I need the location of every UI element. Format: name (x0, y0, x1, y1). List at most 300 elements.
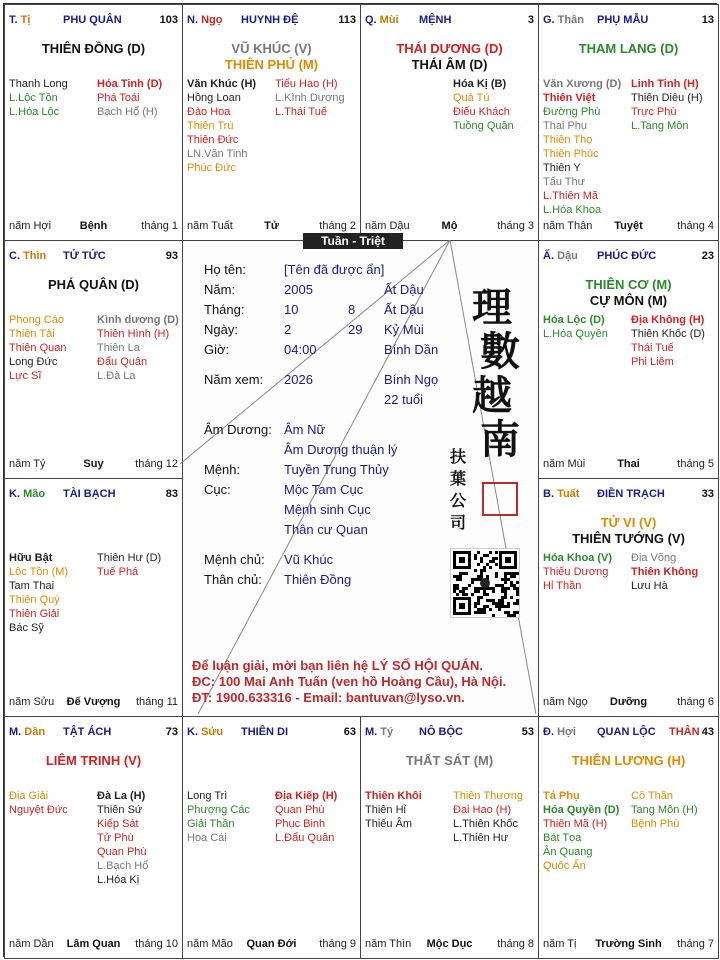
palace-branch (543, 250, 578, 262)
footer-month: tháng 4 (677, 220, 714, 232)
palace-branch (9, 726, 45, 738)
minor-stars-left (543, 313, 608, 341)
palace-number: 53 (521, 726, 534, 738)
minor-star: Phá Toái (97, 92, 140, 104)
minor-stars-right (97, 77, 162, 119)
main-star: THIÊN PHỦ (M) (224, 57, 319, 72)
palace-number: 13 (701, 14, 714, 26)
branch-name: Hợi (557, 726, 576, 738)
branch-name: Tuất (557, 488, 580, 500)
main-star: THIÊN LƯƠNG (H) (571, 753, 686, 768)
branch-name: Sửu (201, 726, 224, 738)
info-label: Giờ: (204, 342, 230, 357)
minor-stars-right (631, 313, 705, 369)
minor-star: Thiên Khôi (365, 790, 422, 802)
minor-stars-right (631, 551, 698, 593)
footer-year: năm Hợi (9, 220, 52, 232)
branch-prefix: N. (187, 14, 202, 26)
palace-name: MỆNH (419, 14, 452, 26)
minor-star: Đại Hao (H) (453, 804, 512, 816)
minor-star: Phúc Đức (187, 162, 236, 174)
minor-star: Thiên Hỉ (365, 804, 406, 816)
minor-star: Long Đức (9, 356, 58, 368)
footer-month: tháng 11 (135, 696, 178, 708)
minor-star: Quan Phù (97, 846, 147, 858)
minor-stars-right (631, 77, 703, 133)
palace-header (543, 250, 714, 264)
palace-footer (543, 938, 714, 952)
minor-star: Điếu Khách (453, 106, 510, 118)
minor-stars-right (97, 313, 179, 383)
footer-month: tháng 7 (677, 938, 714, 950)
footer-year: năm Tý (9, 458, 46, 470)
info-label: Mệnh: (204, 462, 241, 477)
palace-number: 103 (159, 14, 178, 26)
palace-branch (187, 14, 222, 26)
calligraphy-char: 越 (472, 372, 512, 419)
branch-name: Tý (380, 726, 394, 738)
info-value: Thân cư Quan (284, 522, 368, 537)
palace-name: TÀI BẠCH (63, 488, 116, 500)
minor-star: Lực Sĩ (9, 370, 42, 382)
palace-number: 73 (165, 726, 178, 738)
minor-stars-left (187, 789, 250, 845)
info-value: Mộc Tam Cục (284, 482, 364, 497)
branch-prefix: G. (543, 14, 558, 26)
minor-star: Hóa Khoa (V) (543, 552, 613, 564)
main-star: THIÊN CƠ (M) (585, 277, 672, 292)
info-value-canchi: Ất Dậu (384, 302, 424, 317)
palace-header (543, 488, 714, 502)
footer-month: tháng 2 (319, 220, 356, 232)
palace-footer (543, 458, 714, 472)
main-star: PHÁ QUÂN (D) (48, 277, 139, 292)
minor-stars-right (97, 551, 161, 579)
minor-star: Lưu Hà (631, 580, 668, 592)
palace-mui[interactable] (360, 4, 539, 241)
minor-star: Phượng Các (187, 804, 250, 816)
info-label: Họ tên: (204, 262, 246, 277)
palace-dan[interactable] (4, 716, 183, 959)
palace-footer (365, 938, 534, 952)
palace-footer (543, 220, 714, 234)
footer-month: tháng 5 (677, 458, 714, 470)
palace-than-marker: THÂN (669, 726, 700, 738)
palace-number: 83 (165, 488, 178, 500)
palace-name: PHU QUÂN (63, 14, 122, 26)
branch-prefix: T. (9, 14, 21, 26)
main-star: THAM LANG (D) (578, 41, 679, 56)
footer-month: tháng 12 (135, 458, 178, 470)
minor-star: Thái Tuế (631, 342, 674, 354)
minor-stars-left (9, 77, 68, 119)
minor-stars-left (9, 313, 66, 383)
minor-star: Thiên Đức (187, 134, 239, 146)
minor-stars-right (631, 789, 698, 831)
minor-star: Kình dương (D) (97, 314, 179, 326)
tuan-triet-banner: Tuần - Triệt (303, 233, 403, 249)
minor-star: L.Hóa Quyền (543, 328, 608, 340)
calligraphy-char: 理 (472, 284, 512, 331)
minor-star: Nguyệt Đức (9, 804, 68, 816)
palace-branch (543, 14, 584, 26)
palace-name: TỬ TỨC (63, 250, 106, 262)
branch-prefix: C. (9, 250, 24, 262)
palace-branch (9, 488, 45, 500)
palace-dau[interactable] (538, 240, 719, 479)
minor-star: LN.Văn Tinh (187, 148, 248, 160)
minor-star: Thiên Quan (9, 342, 67, 354)
palace-header (543, 726, 714, 740)
branch-name: Ngọ (201, 14, 223, 26)
minor-star: Cô Thần (631, 790, 673, 802)
palace-branch (543, 488, 579, 500)
info-label: Năm xem: (204, 372, 264, 387)
minor-star: Thanh Long (9, 78, 68, 90)
minor-star: Thiên Diêu (H) (631, 92, 703, 104)
contact-line: ĐC: 100 Mai Anh Tuấn (ven hồ Hoàng Cầu), Hà Nội. (192, 674, 507, 689)
palace-ty[interactable] (360, 716, 539, 959)
palace-branch (9, 14, 30, 26)
footer-year: năm Thìn (365, 938, 412, 950)
footer-phase: Tử (264, 220, 279, 232)
footer-month: tháng 1 (141, 220, 178, 232)
footer-month: tháng 6 (677, 696, 714, 708)
footer-phase: Mộ (441, 220, 458, 232)
info-value: 2 (284, 322, 292, 337)
palace-name: NÔ BỘC (419, 726, 463, 738)
palace-footer (365, 220, 534, 234)
palace-hoi[interactable] (538, 716, 719, 959)
palace-ngo[interactable] (182, 4, 361, 241)
minor-star: Tả Phụ (543, 790, 580, 802)
palace-branch (187, 726, 223, 738)
palace-number: 63 (343, 726, 356, 738)
palace-footer (187, 938, 356, 952)
minor-star: Thiên Mã (H) (543, 818, 608, 830)
minor-stars-left (9, 551, 68, 635)
palace-thin[interactable] (4, 240, 183, 479)
minor-star: Linh Tinh (H) (631, 78, 699, 90)
minor-star: L.Đẩu Quân (275, 832, 335, 844)
branch-prefix: K. (187, 726, 202, 738)
branch-prefix: B. (543, 488, 558, 500)
minor-star: Hỏa Tinh (D) (97, 78, 163, 90)
palace-ti[interactable] (4, 4, 183, 241)
minor-stars-right (453, 789, 523, 845)
palace-header (365, 726, 534, 740)
small-calligraphy-char: 扶 (450, 447, 467, 466)
minor-star: Giải Thần (187, 818, 235, 830)
minor-star: Hồng Loan (187, 92, 241, 104)
palace-name: QUAN LỘC (597, 726, 656, 738)
minor-star: Thiếu Âm (365, 818, 413, 830)
info-value: 04:00 (284, 342, 317, 357)
palace-tuat[interactable] (538, 478, 719, 717)
main-star: THÁI ÂM (D) (411, 57, 488, 72)
info-label: Thân chủ: (204, 572, 262, 587)
qr-code (450, 548, 520, 618)
minor-star: Thiên Không (631, 566, 699, 578)
minor-star: Đường Phù (543, 106, 601, 118)
minor-star: Thiên Khốc (D) (631, 328, 705, 340)
branch-name: Mão (23, 488, 46, 500)
branch-prefix: Ấ. (543, 250, 558, 262)
minor-stars-left (365, 789, 422, 831)
palace-branch (9, 250, 46, 262)
info-value-lunar: 29 (348, 322, 363, 337)
minor-star: Đẩu Quân (97, 356, 148, 368)
palace-footer (9, 938, 178, 952)
minor-star: Địa Giải (9, 790, 49, 802)
main-star: VŨ KHÚC (V) (231, 41, 312, 56)
info-label: Cục: (204, 482, 231, 497)
minor-star: Thiên Giải (9, 608, 60, 620)
palace-number: 23 (701, 250, 714, 262)
minor-star: Thiên Việt (543, 92, 596, 104)
minor-star: Thiên Y (543, 162, 581, 174)
minor-star: Tam Thai (9, 580, 55, 592)
main-star: THIÊN TƯỚNG (V) (572, 531, 685, 546)
info-value-canchi: 22 tuổi (384, 392, 424, 407)
minor-star: Thiên Phúc (543, 148, 599, 160)
small-calligraphy-char: 葉 (450, 469, 467, 488)
footer-phase: Lâm Quan (66, 938, 121, 950)
calligraphy-char: 南 (480, 416, 520, 463)
branch-prefix: M. (9, 726, 25, 738)
footer-month: tháng 10 (135, 938, 178, 950)
footer-year: năm Mùi (543, 458, 586, 470)
palace-header (9, 488, 178, 502)
minor-star: Thiên Hư (D) (97, 552, 162, 564)
minor-star: L.Kình Dương (275, 92, 345, 104)
info-value-canchi: Bính Ngọ (384, 372, 439, 387)
minor-star: Đà La (H) (97, 790, 146, 802)
main-star: THẤT SÁT (M) (405, 753, 494, 768)
main-star: THÁI DƯƠNG (D) (396, 41, 503, 56)
palace-name: THIÊN DI (241, 726, 289, 738)
main-star: THIÊN ĐỒNG (D) (41, 41, 146, 56)
palace-footer (543, 696, 714, 710)
info-value: [Tên đã được ẩn] (284, 262, 385, 277)
palace-header (365, 14, 534, 28)
minor-star: Tang Môn (H) (631, 804, 698, 816)
palace-name: TẬT ÁCH (63, 726, 112, 738)
minor-star: Thiên Sứ (97, 804, 143, 816)
minor-stars-right (275, 789, 337, 845)
branch-prefix: Q. (365, 14, 380, 26)
palace-number: 93 (165, 250, 178, 262)
info-value: 2026 (284, 372, 313, 387)
info-value: Thiên Đồng (284, 572, 352, 587)
footer-phase: Bệnh (79, 220, 108, 232)
contact-line: ĐT: 1900.633316 - Email: bantuvan@lyso.vn. (192, 690, 465, 705)
minor-star: Thiên Quý (9, 594, 60, 606)
palace-suu[interactable] (182, 716, 361, 959)
branch-name: Mùi (379, 14, 399, 26)
footer-year: năm Dậu (365, 220, 410, 232)
footer-year: năm Ngọ (543, 696, 588, 708)
footer-year: năm Tị (543, 938, 577, 950)
branch-prefix: Đ. (543, 726, 558, 738)
info-label: Năm: (204, 282, 236, 297)
info-value: 2005 (284, 282, 313, 297)
minor-stars-left (543, 77, 621, 217)
minor-star: Trực Phù (631, 106, 677, 118)
minor-star: Văn Xương (D) (543, 78, 622, 90)
branch-prefix: M. (365, 726, 381, 738)
minor-star: Tuồng Quân (453, 120, 514, 132)
info-label: Âm Dương: (204, 422, 272, 437)
minor-star: Bạch Hổ (H) (97, 106, 158, 118)
minor-star: Hóa Quyền (D) (543, 804, 620, 816)
palace-footer (9, 458, 178, 472)
main-star: LIÊM TRINH (V) (45, 753, 142, 768)
branch-name: Thìn (23, 250, 47, 262)
minor-stars-right (275, 77, 345, 119)
palace-footer (187, 220, 356, 234)
minor-star: L.Hóa Khoa (543, 204, 602, 216)
minor-star: Thiên Trù (187, 120, 234, 132)
main-star: TỬ VI (V) (600, 515, 657, 530)
minor-star: Bát Tọa (543, 832, 582, 844)
minor-star: Thiên Thọ (543, 134, 593, 146)
minor-star: Thiên Thương (453, 790, 524, 802)
footer-month: tháng 8 (497, 938, 534, 950)
palace-branch (365, 726, 393, 738)
info-value: 10 (284, 302, 299, 317)
footer-phase: Tuyệt (614, 220, 643, 232)
minor-star: L.Tang Môn (631, 120, 689, 132)
minor-star: Thiên Tài (9, 328, 55, 340)
minor-star: Long Trì (187, 790, 228, 802)
minor-star: L.Đà La (97, 370, 136, 382)
footer-year: năm Tuất (187, 220, 233, 232)
info-label: Ngày: (204, 322, 238, 337)
info-label: Tháng: (204, 302, 245, 317)
minor-star: Bác Sỹ (9, 622, 44, 634)
footer-year: năm Mão (187, 938, 233, 950)
footer-phase: Đế Vượng (66, 696, 121, 708)
minor-star: Tử Phù (97, 832, 134, 844)
palace-header (187, 726, 356, 740)
branch-prefix: K. (9, 488, 24, 500)
minor-star: Ân Quang (543, 846, 593, 858)
minor-star: Tiểu Hao (H) (275, 78, 338, 90)
minor-star: L.Thiên Hư (453, 832, 509, 844)
minor-star: Địa Võng (631, 552, 677, 564)
minor-star: Hóa Kị (B) (453, 78, 507, 90)
palace-name: HUYNH ĐỆ (241, 14, 299, 26)
palace-footer (9, 696, 178, 710)
minor-stars-right (97, 789, 148, 887)
minor-star: Đào Hoa (187, 106, 231, 118)
minor-star: Lộc Tồn (M) (9, 566, 69, 578)
minor-star: Hóa Lộc (D) (543, 314, 605, 326)
minor-stars-left (543, 789, 619, 873)
minor-star: Hữu Bật (9, 552, 53, 564)
palace-header (9, 14, 178, 28)
minor-star: Phong Cáo (9, 314, 65, 326)
footer-month: tháng 9 (319, 938, 356, 950)
minor-star: Văn Khúc (H) (187, 78, 257, 90)
info-label: Mệnh chủ: (204, 552, 265, 567)
minor-star: L.Thiên Mã (543, 190, 599, 202)
minor-star: L.Hóa Kị (97, 874, 140, 886)
contact-line: Để luận giải, mời bạn liên hệ LÝ SỐ HỘI QUÁN. (192, 658, 483, 673)
minor-star: Quả Tú (453, 92, 490, 104)
footer-year: năm Sửu (9, 696, 55, 708)
palace-header (9, 250, 178, 264)
qr-pattern (451, 549, 519, 617)
palace-header (9, 726, 178, 740)
info-value: Vũ Khúc (284, 552, 334, 567)
minor-star: Quốc Ấn (543, 860, 586, 872)
footer-phase: Trường Sinh (595, 938, 662, 950)
minor-star: Tấu Thư (543, 176, 586, 188)
footer-phase: Quan Đới (246, 938, 297, 950)
minor-star: Quan Phù (275, 804, 325, 816)
branch-name: Tị (20, 14, 31, 26)
info-value: Âm Nữ (284, 422, 326, 437)
footer-year: năm Thân (543, 220, 593, 232)
minor-star: Bệnh Phù (631, 818, 680, 830)
minor-star: Phi Liêm (631, 356, 674, 368)
branch-name: Dần (24, 726, 46, 738)
minor-star: Hỉ Thần (543, 580, 582, 592)
calligraphy-char: 數 (480, 328, 520, 375)
info-value: Tuyền Trung Thủy (284, 462, 389, 477)
info-value-canchi: Kỷ Mùi (384, 322, 424, 337)
palace-number: 43 (701, 726, 714, 738)
palace-number: 113 (338, 14, 356, 26)
branch-name: Dậu (557, 250, 578, 262)
minor-star: Thai Phụ (543, 120, 588, 132)
minor-star: Thiên La (97, 342, 140, 354)
palace-number: 33 (701, 488, 714, 500)
red-seal (482, 482, 518, 516)
minor-star: Địa Không (H) (631, 314, 705, 326)
minor-star: Địa Kiếp (H) (275, 790, 338, 802)
minor-star: L.Bạch Hổ (97, 860, 149, 872)
palace-name: PHÚC ĐỨC (597, 250, 657, 262)
footer-phase: Suy (83, 458, 104, 470)
footer-year: năm Dần (9, 938, 54, 950)
minor-star: Kiếp Sát (97, 818, 139, 830)
palace-name: PHỤ MẪU (597, 14, 649, 26)
main-star: CỰ MÔN (M) (589, 293, 668, 308)
footer-month: tháng 3 (497, 220, 534, 232)
footer-phase: Thai (617, 458, 640, 470)
minor-star: Thiên Hình (H) (97, 328, 170, 340)
palace-branch (543, 726, 576, 738)
minor-star: L.Thiên Khốc (453, 818, 518, 830)
info-value-canchi: Bính Dần (384, 342, 439, 357)
palace-header (187, 14, 356, 28)
palace-footer (9, 220, 178, 234)
minor-star: Hoa Cái (187, 832, 227, 844)
center-info-panel (180, 240, 536, 714)
minor-star: L.Lộc Tồn (9, 92, 58, 104)
palace-mao[interactable] (4, 478, 183, 717)
minor-stars-left (543, 551, 612, 593)
info-value: Mệnh sinh Cục (284, 502, 371, 517)
palace-header (543, 14, 714, 28)
palace-than[interactable] (538, 4, 719, 241)
minor-star: Tuế Phá (97, 566, 139, 578)
minor-stars-left (187, 77, 256, 175)
minor-stars-left (9, 789, 68, 817)
